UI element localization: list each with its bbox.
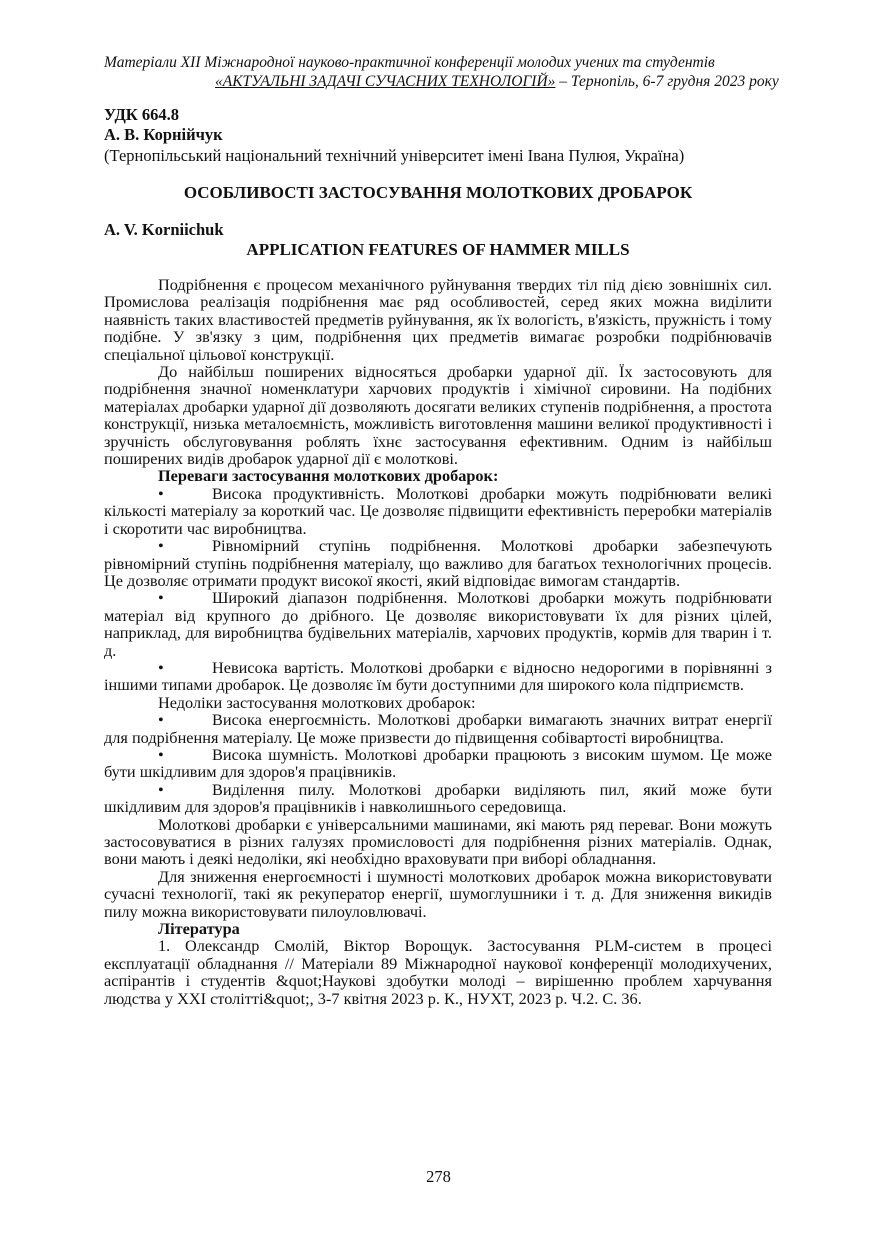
bullet: • bbox=[158, 536, 164, 556]
paragraph-recommendations: Для зниження енергоємності і шумності молоткових дробарок можна використовувати сучасні технології, такі як рекуператор енергії, шумоглушники і т. д. Для зниження викидів пилу можна використовувати пилоуловлювачі. bbox=[104, 866, 772, 921]
paragraph-intro: Подрібнення є процесом механічного руйнування твердих тіл під дією зовнішніх сил. Промислова реалізація подрібнення має ряд особливостей, серед яких можна виділити наявність таких властивостей предметів руйнування, як їх вологість, в'язкість, пружність і тому подібне. У зв'язку з цим, подрібнення цих предметів вимагає розробки подрібнювачів спеціальної цільової конструкції. bbox=[104, 275, 772, 364]
advantage-text: Невисока вартість. Молоткові дробарки є відносно недорогими в порівнянні з іншими типами дробарок. Це дозволяє їм бути доступними для широкого кола підприємств. bbox=[104, 657, 772, 695]
list-item-disadvantage bbox=[104, 781, 772, 816]
disadvantage-text: Виділення пилу. Молоткові дробарки виділяють пил, який може бути шкідливим для здоров'я працівників і навколишнього середовища. bbox=[104, 779, 772, 817]
bullet: • bbox=[158, 483, 164, 503]
advantage-text: Широкий діапазон подрібнення. Молоткові дробарки можуть подрібнювати матеріал від крупного до дрібного. Це дозволяє використовувати їх для різних цілей, наприклад, для виробництва будівельних матеріалів, харчових продуктів, кормів для тварин і т. д. bbox=[104, 588, 772, 660]
author-en: A. V. Korniichuk bbox=[104, 220, 224, 239]
list-item-advantage bbox=[104, 537, 772, 589]
conference-header-line2 bbox=[215, 72, 779, 91]
bullet: • bbox=[158, 710, 164, 730]
paragraph-conclusion: Молоткові дробарки є універсальними машинами, які мають ряд переваг. Вони можуть застосовуватися в різних галузях промисловості для подрібнення різних матеріалів. Однак, вони мають і деякі недоліки, які необхідно враховувати при виборі обладнання. bbox=[104, 814, 772, 869]
list-item-disadvantage bbox=[104, 746, 772, 781]
paragraph-impact-crushers: До найбільш поширених відносяться дробарки ударної дії. Їх застосовують для подрібнення значної номенклатури харчових продуктів і хімічної сировини. На подібних матеріалах дробарки ударної дії дозволяють досягати великих ступенів подрібнення, а простота конструкції, низька металоємність, можливість виготовлення машини великої продуктивності і зручність обслуговування роблять їхнє застосування ефективним. Одним із найбільш поширених видів дробарок ударної дії є молоткові. bbox=[104, 362, 772, 469]
advantage-text: Висока продуктивність. Молоткові дробарки можуть подрібнювати великі кількості матеріалу за короткий час. Це дозволяє підвищити ефективність переробки матеріалів і скоротити час виробництва. bbox=[104, 483, 772, 538]
literature-heading: Література bbox=[158, 919, 240, 939]
list-item-advantage bbox=[104, 589, 772, 659]
bullet: • bbox=[158, 779, 164, 799]
page-number: 278 bbox=[426, 1167, 451, 1186]
list-item-advantage bbox=[104, 485, 772, 537]
list-item-advantage bbox=[104, 659, 772, 694]
advantage-text: Рівномірний ступінь подрібнення. Молоткові дробарки забезпечують рівномірний ступінь подрібнення матеріалу, що важливо для багатьох технологічних процесів. Це дозволяє отримати продукт високої якості, який відповідає вимогам стандартів. bbox=[104, 536, 772, 590]
disadvantage-text: Висока шумність. Молоткові дробарки працюють з високим шумом. Це може бути шкідливим для здоров'я працівників. bbox=[104, 744, 772, 782]
conference-name: «АКТУАЛЬНІ ЗАДАЧІ СУЧАСНИХ ТЕХНОЛОГІЙ» bbox=[215, 73, 556, 90]
author-ua: А. В. Корнійчук bbox=[104, 125, 223, 144]
bullet: • bbox=[158, 657, 164, 677]
title-en: APPLICATION FEATURES OF HAMMER MILLS bbox=[246, 240, 630, 259]
conference-header-line1: Матеріали XII Міжнародної науково-практичної конференції молодих учених та студентів bbox=[104, 54, 715, 71]
bullet: • bbox=[158, 588, 164, 608]
affiliation: (Тернопільський національний технічний університет імені Івана Пулюя, Україна) bbox=[104, 146, 685, 165]
article-body bbox=[104, 276, 772, 1007]
udk-code: УДК 664.8 bbox=[104, 105, 180, 124]
list-item-disadvantage bbox=[104, 711, 772, 746]
advantages-heading: Переваги застосування молоткових дробарок: bbox=[158, 466, 499, 486]
title-ua: ОСОБЛИВОСТІ ЗАСТОСУВАННЯ МОЛОТКОВИХ ДРОБАРОК bbox=[183, 183, 693, 202]
bullet: • bbox=[158, 744, 164, 764]
disadvantage-text: Висока енергоємність. Молоткові дробарки вимагають значних витрат енергії для подрібнення матеріалу. Це може призвести до підвищення собівартості виробництва. bbox=[104, 710, 772, 747]
disadvantages-heading: Недоліки застосування молоткових дробарок: bbox=[158, 692, 476, 712]
reference-item: 1. Олександр Смолій, Віктор Ворощук. Застосування PLM-систем в процесі експлуатації обладнання // Матеріали 89 Міжнародної наукової конференції молодихучених, аспірантів і студентів &quot;Наукові здобутки молоді – вирішенню проблем харчування людства у XXI столітті&quot;, 3-7 квітня 2023 р. К., НУХТ, 2023 р. Ч.2. С. 36. bbox=[104, 936, 772, 1008]
conference-place-date: – Тернопіль, 6-7 грудня 2023 року bbox=[555, 73, 779, 90]
